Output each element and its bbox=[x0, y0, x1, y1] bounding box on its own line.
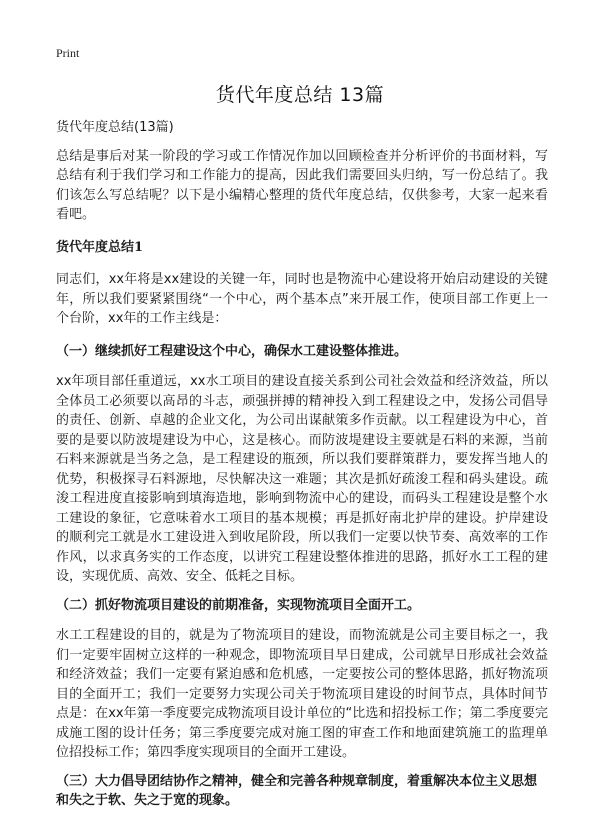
point-body-2: 水工工程建设的目的，就是为了物流项目的建设，而物流就是公司主要目标之一，我们一定要牢固树立这样的一种观念，即物流项目早日建成，公司就早日形成社会效益和经济效益；我们一定要有紧迫感和危机感，一定要按公司的整体思路，抓好物流项目的全面开工；我们一定要努力实现公司关于物流项目建设的时间节点，具体时间节点是：在xx年第一季度要完成物流项目设计单位的“比选和招投标工作；第二季度要完成施工图的设计任务；第三季度要完成对施工图的审查工作和地面建筑施工的监理单位招投标工作；第四季度实现项目的全面开工建设。 bbox=[56, 628, 548, 760]
point-heading-3: （三）大力倡导团结协作之精神，健全和完善各种规章制度，着重解决本位主义思想和失之于软、失之于宽的现象。 bbox=[56, 773, 538, 808]
document-body bbox=[56, 118, 548, 822]
point-body-1: xx年项目部任重道远，xx水工项目的建设直接关系到公司社会效益和经济效益，所以全体员工必须要以高昂的斗志，顽强拼搏的精神投入到工程建设之中，发扬公司倡导的责任、创新、卓越的企业文化，为公司出谋献策多作贡献。以工程建设为中心，首要的是要以防波堤建设为中心，这是核心。而防波堤建设主要就是石料的来源，当前石料来源就是当务之急，是工程建设的瓶颈，所以我们要群策群力，要发挥当地人的优势，积极探寻石料源地，尽快解决这一难题；其次是抓好疏浚工程和码头建设。疏浚工程进度直接影响到填海造地，影响到物流中心的建设，而码头工程建设是整个水工建设的象征，它意味着水工项目的基本规模；再是抓好南北护岸的建设。护岸建设的顺利完工就是水工建设进入到收尾阶段，所以我们一定要以快节奏、高效率的工作作风，以求真务实的工作态度，以讲究工程建设整体推进的思路，抓好水工工程的建设，实现优质、高效、安全、低耗之目标。 bbox=[56, 374, 548, 584]
document-subtitle: 货代年度总结(13篇) bbox=[56, 120, 174, 135]
print-label[interactable]: Print bbox=[56, 46, 80, 60]
point-heading-1: （一）继续抓好工程建设这个中心，确保水工建设整体推进。 bbox=[56, 343, 408, 359]
section-opening-paragraph: 同志们，xx年将是xx建设的关键一年，同时也是物流中心建设将开始启动建设的关键年，所以我们要紧紧围绕“一个中心，两个基本点”来开展工作，使项目部工作更上一个台阶，xx年的工作主线是： bbox=[56, 272, 548, 326]
document-title: 货代年度总结 13篇 bbox=[215, 84, 385, 106]
section-heading: 货代年度总结1 bbox=[56, 239, 144, 255]
point-heading-2: （二）抓好物流项目建设的前期准备，实现物流项目全面开工。 bbox=[56, 597, 421, 613]
intro-paragraph: 总结是事后对某一阶段的学习或工作情况作加以回顾检查并分析评价的书面材料，写总结有利于我们学习和工作能力的提高，因此我们需要回头归纳，写一份总结了。我们该怎么写总结呢？以下是小编精心整理的货代年度总结，仅供参考，大家一起来看看吧。 bbox=[56, 148, 548, 222]
